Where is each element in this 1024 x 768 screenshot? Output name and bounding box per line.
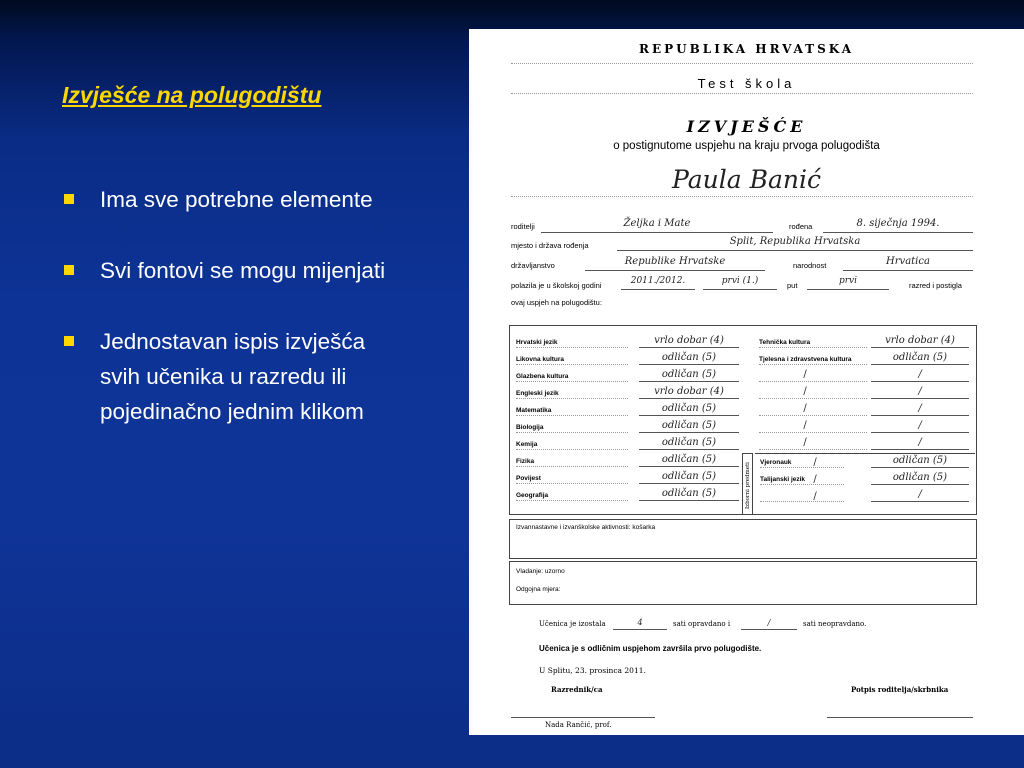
field-line xyxy=(541,232,773,233)
grade-line xyxy=(639,398,739,399)
grade-empty: / xyxy=(803,437,807,448)
subject-grade: odličan (5) xyxy=(661,403,717,414)
divider xyxy=(511,93,973,94)
report-document xyxy=(469,29,1024,735)
grade-line xyxy=(639,483,739,484)
signature-line xyxy=(827,717,973,718)
row-line xyxy=(759,364,867,365)
grade-line xyxy=(639,415,739,416)
izostala-value: 4 xyxy=(637,618,643,627)
grade-line xyxy=(639,432,739,433)
narodnost-value: Hrvatica xyxy=(886,256,930,267)
subject-grade: / xyxy=(918,386,922,397)
odgojna-text: Odgojna mjera: xyxy=(516,586,561,593)
signature-line xyxy=(511,717,655,718)
bullet-square-icon xyxy=(64,336,74,346)
razred-label: razred i postigla xyxy=(909,281,962,290)
grade-empty: / xyxy=(813,457,817,468)
roditelji-value: Željka i Mate xyxy=(623,218,691,229)
subject-name: Fizika xyxy=(516,458,535,465)
roditelji-label: roditelji xyxy=(511,222,535,231)
grade-line xyxy=(871,415,969,416)
grade-line xyxy=(871,381,969,382)
doc-school: Test škola xyxy=(697,76,796,91)
rodena-label: rođena xyxy=(789,222,813,231)
put-value: prvi xyxy=(838,276,858,286)
grade-line xyxy=(871,501,969,502)
doc-subtitle: o postignutome uspjehu na kraju prvoga polugodišta xyxy=(613,140,880,152)
row-line xyxy=(759,432,867,433)
subject-grade: / xyxy=(918,403,922,414)
conduct-box xyxy=(509,561,977,605)
row-line xyxy=(516,398,628,399)
neopravdano-value: / xyxy=(767,618,771,627)
doc-title: IZVJEŠĆE xyxy=(686,117,807,136)
grade-line xyxy=(871,347,969,348)
subject-name: Engleski jezik xyxy=(516,390,559,397)
bullet-item xyxy=(62,182,462,217)
row-line xyxy=(516,500,628,501)
drzavljanstvo-label: državljanstvo xyxy=(511,261,555,270)
row-line xyxy=(516,483,628,484)
row-line xyxy=(759,449,867,450)
grade-empty: / xyxy=(803,403,807,414)
field-line xyxy=(741,629,797,630)
bullet-text-line: svih učenika u razredu ili xyxy=(100,364,347,389)
grade-line xyxy=(871,364,969,365)
divider xyxy=(511,63,973,64)
mjesto-value: Split, Republika Hrvatska xyxy=(729,236,861,247)
elective-box-top xyxy=(755,453,975,454)
row-line xyxy=(759,381,867,382)
row-line xyxy=(759,347,867,348)
subject-grade: / xyxy=(918,369,922,380)
row-line xyxy=(516,364,628,365)
bullet-text-line: pojedinačno jednim klikom xyxy=(100,399,364,424)
grade-empty: / xyxy=(803,369,807,380)
student-name: Paula Banić xyxy=(672,165,821,194)
razred-value: prvi (1.) xyxy=(721,276,759,286)
bullet-square-icon xyxy=(64,265,74,275)
subject-grade: odličan (5) xyxy=(661,352,717,363)
grade-empty: / xyxy=(803,420,807,431)
narodnost-label: narodnost xyxy=(793,261,827,270)
polazila-label: polazila je u školskoj godini xyxy=(511,281,602,290)
subject-grade: / xyxy=(918,437,922,448)
elective-label: Izborni predmeti xyxy=(745,462,751,509)
grade-line xyxy=(639,381,739,382)
rodena-value: 8. siječnja 1994. xyxy=(856,218,940,229)
bullet-text-line: Ima sve potrebne elemente xyxy=(100,187,373,212)
field-line xyxy=(613,629,667,630)
subject-grade: odličan (5) xyxy=(661,420,717,431)
subject-name: Hrvatski jezik xyxy=(516,339,558,346)
subject-grade: odličan (5) xyxy=(661,471,717,482)
grade-line xyxy=(871,398,969,399)
elective-grade: odličan (5) xyxy=(892,455,948,466)
slide-title: Izvješće na polugodištu xyxy=(62,82,322,108)
row-line xyxy=(516,381,628,382)
grade-line xyxy=(639,500,739,501)
godina-value: 2011./2012. xyxy=(630,276,686,286)
elective-grade: / xyxy=(918,489,922,500)
row-line xyxy=(516,449,628,450)
subject-grade: vrlo dobar (4) xyxy=(885,335,955,346)
success-text: Učenica je s odličnim uspjehom završila prvo polugodište. xyxy=(539,644,762,653)
subject-name: Kemija xyxy=(516,441,538,448)
subject-name: Glazbena kultura xyxy=(516,373,569,380)
bullet-item xyxy=(62,324,462,429)
place-date: U Splitu, 23. prosinca 2011. xyxy=(539,666,646,675)
field-line xyxy=(617,250,973,251)
field-line xyxy=(823,232,973,233)
elective-divider xyxy=(742,453,753,515)
subject-name: Matematika xyxy=(516,407,552,414)
field-line xyxy=(843,270,973,271)
grade-empty: / xyxy=(813,474,817,485)
subject-grade: odličan (5) xyxy=(661,437,717,448)
activities-text: Izvannastavne i izvanškolske aktivnosti: košarka xyxy=(516,524,656,531)
field-line xyxy=(807,289,889,290)
subject-grade: vrlo dobar (4) xyxy=(654,386,724,397)
drzavljanstvo-value: Republike Hrvatske xyxy=(624,256,726,267)
grade-line xyxy=(871,467,969,468)
grade-line xyxy=(639,466,739,467)
mjesto-label: mjesto i država rođenja xyxy=(511,241,589,250)
subject-name: Likovna kultura xyxy=(516,356,565,363)
elective-grade: odličan (5) xyxy=(892,472,948,483)
potpis-label: Potpis roditelja/skrbnika xyxy=(851,685,949,694)
subject-grade: / xyxy=(918,420,922,431)
elective-name: Talijanski jezik xyxy=(760,476,806,483)
izostala-text: Učenica je izostala xyxy=(539,620,606,628)
subject-grade: vrlo dobar (4) xyxy=(654,335,724,346)
subject-name: Povijest xyxy=(516,475,541,482)
grade-line xyxy=(639,347,739,348)
subject-name: Biologija xyxy=(516,424,544,431)
bullet-list xyxy=(62,182,462,465)
row-line xyxy=(759,415,867,416)
subject-grade: odličan (5) xyxy=(661,488,717,499)
grade-line xyxy=(639,364,739,365)
put-label: put xyxy=(787,281,798,290)
field-line xyxy=(703,289,777,290)
row-line xyxy=(516,466,628,467)
field-line xyxy=(585,270,765,271)
subject-name: Geografija xyxy=(516,492,549,499)
row-line xyxy=(516,347,628,348)
subject-grade: odličan (5) xyxy=(661,369,717,380)
row-line xyxy=(516,432,628,433)
elective-name: Vjeronauk xyxy=(760,459,792,466)
doc-country: REPUBLIKA HRVATSKA xyxy=(639,42,854,56)
grade-line xyxy=(871,484,969,485)
razrednik-label: Razrednik/ca xyxy=(551,685,603,694)
uspjeh-label: ovaj uspjeh na polugodištu: xyxy=(511,298,602,307)
opravdano-text: sati opravdano i xyxy=(673,620,731,628)
bullet-text-line: Jednostavan ispis izvješća xyxy=(100,329,366,354)
neopravdano-text: sati neopravdano. xyxy=(803,620,867,628)
subject-grade: odličan (5) xyxy=(892,352,948,363)
divider xyxy=(511,196,973,197)
grade-empty: / xyxy=(803,386,807,397)
grade-line xyxy=(871,432,969,433)
field-line xyxy=(621,289,695,290)
row-line xyxy=(759,398,867,399)
subject-name: Tehnička kultura xyxy=(759,339,811,346)
vladanje-text: Vladanje: uzorno xyxy=(516,568,565,575)
razrednik-name: Nada Rančić, prof. xyxy=(545,721,612,729)
grade-line xyxy=(639,449,739,450)
subject-name: Tjelesna i zdravstvena kultura xyxy=(759,356,852,363)
bullet-square-icon xyxy=(64,194,74,204)
activities-box xyxy=(509,519,977,559)
subject-grade: odličan (5) xyxy=(661,454,717,465)
row-line xyxy=(516,415,628,416)
bullet-item xyxy=(62,253,462,288)
bullet-text-line: Svi fontovi se mogu mijenjati xyxy=(100,258,386,283)
grade-empty: / xyxy=(813,491,817,502)
grade-line xyxy=(871,449,969,450)
